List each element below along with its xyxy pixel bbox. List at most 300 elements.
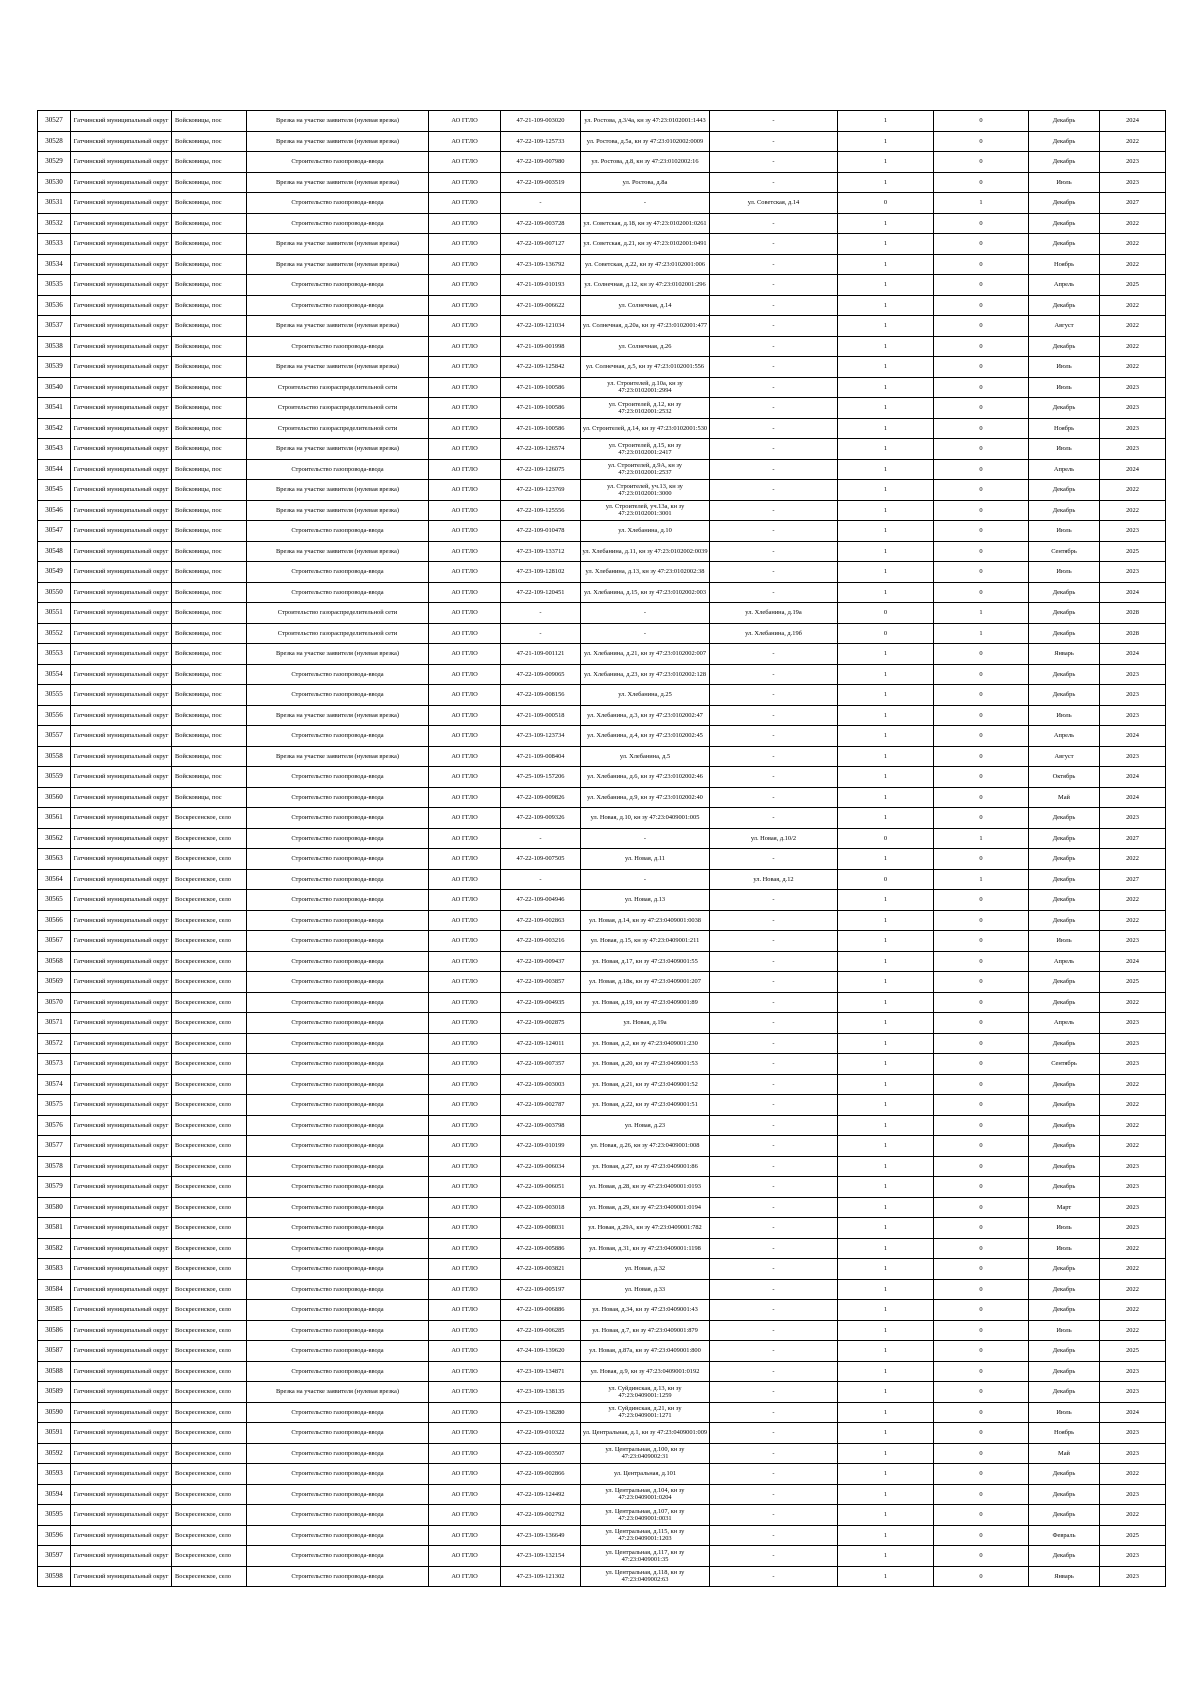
cell-application-number: 47-23-109-134871: [501, 1361, 581, 1382]
cell-organization: АО ГГЛО: [429, 808, 501, 829]
cell-settlement: Войсковицы, пос: [172, 726, 247, 747]
cell-application-number: 47-22-109-002875: [501, 1013, 581, 1034]
cell-planned-address: -: [710, 336, 838, 357]
cell-municipality: Гатчинский муниципальный округ: [71, 1156, 172, 1177]
cell-address: ул. Строителей, д.14, кн зу 47:23:0102001:530: [581, 418, 710, 439]
cell-settlement: Воскресенское, село: [172, 1484, 247, 1505]
cell-planned-address: -: [710, 459, 838, 480]
cell-count-b: 0: [934, 726, 1029, 747]
cell-work-type: Врезка на участке заявителя (нулевая врезка): [247, 254, 429, 275]
cell-planned-address: -: [710, 1566, 838, 1587]
cell-count-a: 1: [838, 1423, 934, 1444]
cell-count-b: 0: [934, 1341, 1029, 1362]
cell-month: Декабрь: [1029, 1259, 1100, 1280]
cell-month: Декабрь: [1029, 295, 1100, 316]
cell-count-b: 0: [934, 541, 1029, 562]
cell-settlement: Воскресенское, село: [172, 1033, 247, 1054]
cell-count-b: 0: [934, 1443, 1029, 1464]
cell-planned-address: -: [710, 767, 838, 788]
cell-address: ул. Новая, д.7, кн зу 47:23:0409001:879: [581, 1320, 710, 1341]
cell-address: ул. Солнечная, д.5, кн зу 47:23:0102001:556: [581, 357, 710, 378]
cell-application-number: 47-22-109-126574: [501, 439, 581, 460]
cell-address: ул. Хлебанина, д.25: [581, 685, 710, 706]
cell-application-number: 47-22-109-125556: [501, 500, 581, 521]
cell-month: Декабрь: [1029, 685, 1100, 706]
cell-month: Декабрь: [1029, 664, 1100, 685]
table-row: [38, 1136, 1166, 1157]
cell-count-a: 1: [838, 992, 934, 1013]
cell-municipality: Гатчинский муниципальный округ: [71, 644, 172, 665]
cell-month: Март: [1029, 1197, 1100, 1218]
cell-application-number: 47-23-109-133712: [501, 541, 581, 562]
cell-year: 2022: [1100, 254, 1166, 275]
cell-count-a: 1: [838, 1197, 934, 1218]
cell-row-number: 30532: [38, 213, 71, 234]
cell-settlement: Войсковицы, пос: [172, 459, 247, 480]
table-row: [38, 1238, 1166, 1259]
cell-planned-address: ул. Хлебанина, д.19б: [710, 623, 838, 644]
cell-organization: АО ГГЛО: [429, 1402, 501, 1423]
cell-count-b: 0: [934, 787, 1029, 808]
cell-count-b: 0: [934, 1484, 1029, 1505]
cell-address: ул. Хлебанина, д.10: [581, 521, 710, 542]
cell-year: 2022: [1100, 131, 1166, 152]
cell-count-b: 0: [934, 1505, 1029, 1526]
cell-settlement: Воскресенское, село: [172, 869, 247, 890]
cell-organization: АО ГГЛО: [429, 1095, 501, 1116]
cell-count-a: 1: [838, 480, 934, 501]
cell-organization: АО ГГЛО: [429, 1443, 501, 1464]
cell-municipality: Гатчинский муниципальный округ: [71, 664, 172, 685]
cell-planned-address: -: [710, 1546, 838, 1567]
table-row: [38, 1279, 1166, 1300]
cell-row-number: 30564: [38, 869, 71, 890]
cell-count-a: 1: [838, 521, 934, 542]
cell-count-a: 1: [838, 1238, 934, 1259]
cell-application-number: 47-22-109-003519: [501, 172, 581, 193]
cell-year: 2028: [1100, 623, 1166, 644]
cell-count-a: 1: [838, 316, 934, 337]
cell-planned-address: -: [710, 439, 838, 460]
cell-application-number: -: [501, 603, 581, 624]
table-row: [38, 439, 1166, 460]
cell-municipality: Гатчинский муниципальный округ: [71, 213, 172, 234]
cell-address: ул. Новая, д.33: [581, 1279, 710, 1300]
cell-count-a: 1: [838, 1156, 934, 1177]
cell-count-a: 1: [838, 1218, 934, 1239]
table-row: [38, 910, 1166, 931]
cell-municipality: Гатчинский муниципальный округ: [71, 1074, 172, 1095]
cell-work-type: Врезка на участке заявителя (нулевая врезка): [247, 439, 429, 460]
cell-municipality: Гатчинский муниципальный округ: [71, 1361, 172, 1382]
cell-address: ул. Строителей, д.15, кн зу 47:23:0102001:2417: [581, 439, 710, 460]
cell-application-number: 47-22-109-007127: [501, 234, 581, 255]
cell-address: ул. Новая, д.34, кн зу 47:23:0409001:43: [581, 1300, 710, 1321]
cell-work-type: Строительство газопровода-ввода: [247, 1095, 429, 1116]
cell-row-number: 30541: [38, 398, 71, 419]
cell-settlement: Войсковицы, пос: [172, 357, 247, 378]
cell-organization: АО ГГЛО: [429, 992, 501, 1013]
cell-month: Декабрь: [1029, 500, 1100, 521]
cell-settlement: Войсковицы, пос: [172, 336, 247, 357]
cell-count-a: 1: [838, 582, 934, 603]
cell-count-b: 0: [934, 418, 1029, 439]
cell-month: Ноябрь: [1029, 1423, 1100, 1444]
cell-planned-address: -: [710, 1484, 838, 1505]
cell-year: 2022: [1100, 1074, 1166, 1095]
cell-address: ул. Новая, д.9, кн зу 47:23:0409001:0192: [581, 1361, 710, 1382]
cell-row-number: 30584: [38, 1279, 71, 1300]
table-row: [38, 521, 1166, 542]
cell-address: ул. Советская, д.18, кн зу 47:23:0102001:0261: [581, 213, 710, 234]
cell-application-number: -: [501, 623, 581, 644]
cell-settlement: Войсковицы, пос: [172, 664, 247, 685]
cell-address: ул. Новая, д.32: [581, 1259, 710, 1280]
cell-count-a: 1: [838, 152, 934, 173]
cell-municipality: Гатчинский муниципальный округ: [71, 746, 172, 767]
cell-municipality: Гатчинский муниципальный округ: [71, 1115, 172, 1136]
cell-work-type: Строительство газораспределительной сети: [247, 398, 429, 419]
cell-settlement: Войсковицы, пос: [172, 582, 247, 603]
cell-organization: АО ГГЛО: [429, 500, 501, 521]
table-row: [38, 1546, 1166, 1567]
cell-organization: АО ГГЛО: [429, 541, 501, 562]
cell-row-number: 30568: [38, 951, 71, 972]
cell-address: ул. Хлебанина, д.4, кн зу 47:23:0102002:45: [581, 726, 710, 747]
cell-organization: АО ГГЛО: [429, 1423, 501, 1444]
cell-settlement: Войсковицы, пос: [172, 521, 247, 542]
cell-settlement: Воскресенское, село: [172, 1013, 247, 1034]
cell-organization: АО ГГЛО: [429, 1074, 501, 1095]
cell-settlement: Войсковицы, пос: [172, 541, 247, 562]
cell-address: ул. Ростова, д.3/4а, кн зу 47:23:0102001:1443: [581, 111, 710, 132]
cell-application-number: 47-22-109-002792: [501, 1505, 581, 1526]
cell-planned-address: -: [710, 234, 838, 255]
cell-count-a: 1: [838, 1054, 934, 1075]
cell-organization: АО ГГЛО: [429, 603, 501, 624]
cell-municipality: Гатчинский муниципальный округ: [71, 1464, 172, 1485]
cell-month: Декабрь: [1029, 131, 1100, 152]
cell-count-a: 1: [838, 1566, 934, 1587]
cell-settlement: Войсковицы, пос: [172, 603, 247, 624]
cell-settlement: Войсковицы, пос: [172, 787, 247, 808]
cell-application-number: 47-22-109-003728: [501, 213, 581, 234]
cell-application-number: 47-22-109-003216: [501, 931, 581, 952]
cell-year: 2027: [1100, 193, 1166, 214]
cell-organization: АО ГГЛО: [429, 746, 501, 767]
cell-year: 2023: [1100, 1484, 1166, 1505]
cell-municipality: Гатчинский муниципальный округ: [71, 459, 172, 480]
cell-row-number: 30534: [38, 254, 71, 275]
cell-address: ул. Новая, д.21, кн зу 47:23:0409001:52: [581, 1074, 710, 1095]
cell-planned-address: -: [710, 295, 838, 316]
cell-count-a: 1: [838, 1320, 934, 1341]
cell-count-a: 1: [838, 172, 934, 193]
cell-row-number: 30543: [38, 439, 71, 460]
cell-address: ул. Центральная, д.115, кн зу 47:23:0409001:1203: [581, 1525, 710, 1546]
cell-municipality: Гатчинский муниципальный округ: [71, 562, 172, 583]
cell-planned-address: -: [710, 890, 838, 911]
cell-month: Июль: [1029, 1238, 1100, 1259]
cell-row-number: 30527: [38, 111, 71, 132]
cell-count-a: 1: [838, 1382, 934, 1403]
cell-municipality: Гатчинский муниципальный округ: [71, 1423, 172, 1444]
cell-row-number: 30566: [38, 910, 71, 931]
cell-application-number: 47-23-109-128102: [501, 562, 581, 583]
cell-row-number: 30588: [38, 1361, 71, 1382]
cell-count-b: 0: [934, 377, 1029, 398]
cell-address: ул. Строителей, д.12, кн зу 47:23:0102001:2532: [581, 398, 710, 419]
cell-settlement: Воскресенское, село: [172, 910, 247, 931]
cell-organization: АО ГГЛО: [429, 931, 501, 952]
cell-year: 2023: [1100, 1177, 1166, 1198]
cell-work-type: Строительство газопровода-ввода: [247, 951, 429, 972]
cell-application-number: 47-22-109-007357: [501, 1054, 581, 1075]
cell-municipality: Гатчинский муниципальный округ: [71, 131, 172, 152]
cell-application-number: 47-24-109-139620: [501, 1341, 581, 1362]
cell-year: 2024: [1100, 1402, 1166, 1423]
cell-application-number: 47-22-109-009826: [501, 787, 581, 808]
cell-year: 2022: [1100, 1300, 1166, 1321]
cell-organization: АО ГГЛО: [429, 1546, 501, 1567]
cell-work-type: Строительство газопровода-ввода: [247, 336, 429, 357]
cell-address: ул. Новая, д.10, кн зу 47:23:0409001:005: [581, 808, 710, 829]
cell-row-number: 30575: [38, 1095, 71, 1116]
cell-municipality: Гатчинский муниципальный округ: [71, 1136, 172, 1157]
cell-address: ул. Новая, д.31, кн зу 47:23:0409001:1198: [581, 1238, 710, 1259]
cell-address: ул. Солнечная, д.14: [581, 295, 710, 316]
cell-month: Декабрь: [1029, 910, 1100, 931]
cell-settlement: Воскресенское, село: [172, 1443, 247, 1464]
cell-municipality: Гатчинский муниципальный округ: [71, 890, 172, 911]
cell-month: Июль: [1029, 172, 1100, 193]
table-row: [38, 931, 1166, 952]
cell-work-type: Строительство газопровода-ввода: [247, 1320, 429, 1341]
cell-municipality: Гатчинский муниципальный округ: [71, 1566, 172, 1587]
cell-count-b: 0: [934, 521, 1029, 542]
cell-count-a: 1: [838, 1013, 934, 1034]
cell-settlement: Войсковицы, пос: [172, 398, 247, 419]
cell-year: 2023: [1100, 377, 1166, 398]
cell-settlement: Войсковицы, пос: [172, 767, 247, 788]
cell-planned-address: -: [710, 254, 838, 275]
cell-count-b: 0: [934, 910, 1029, 931]
cell-row-number: 30571: [38, 1013, 71, 1034]
cell-count-b: 0: [934, 1074, 1029, 1095]
cell-work-type: Строительство газораспределительной сети: [247, 418, 429, 439]
cell-municipality: Гатчинский муниципальный округ: [71, 480, 172, 501]
table-row: [38, 336, 1166, 357]
cell-row-number: 30581: [38, 1218, 71, 1239]
cell-municipality: Гатчинский муниципальный округ: [71, 992, 172, 1013]
cell-row-number: 30549: [38, 562, 71, 583]
cell-settlement: Воскресенское, село: [172, 1300, 247, 1321]
cell-work-type: Строительство газопровода-ввода: [247, 1279, 429, 1300]
cell-planned-address: ул. Хлебанина, д.19а: [710, 603, 838, 624]
cell-work-type: Врезка на участке заявителя (нулевая врезка): [247, 541, 429, 562]
cell-municipality: Гатчинский муниципальный округ: [71, 1382, 172, 1403]
cell-count-b: 0: [934, 1361, 1029, 1382]
cell-year: 2023: [1100, 521, 1166, 542]
cell-year: 2025: [1100, 541, 1166, 562]
cell-municipality: Гатчинский муниципальный округ: [71, 705, 172, 726]
cell-year: 2023: [1100, 1033, 1166, 1054]
cell-address: ул. Центральная, д.104, кн зу 47:23:0409001:0204: [581, 1484, 710, 1505]
cell-count-b: 0: [934, 213, 1029, 234]
cell-month: Январь: [1029, 1566, 1100, 1587]
cell-year: 2027: [1100, 828, 1166, 849]
cell-year: 2022: [1100, 1320, 1166, 1341]
table-row: [38, 1566, 1166, 1587]
cell-count-a: 1: [838, 1546, 934, 1567]
table-row: [38, 1320, 1166, 1341]
cell-municipality: Гатчинский муниципальный округ: [71, 1525, 172, 1546]
cell-count-a: 1: [838, 1443, 934, 1464]
cell-application-number: 47-22-109-006285: [501, 1320, 581, 1341]
cell-organization: АО ГГЛО: [429, 1505, 501, 1526]
cell-municipality: Гатчинский муниципальный округ: [71, 1013, 172, 1034]
table-row: [38, 500, 1166, 521]
cell-application-number: -: [501, 193, 581, 214]
table-row: [38, 644, 1166, 665]
cell-address: ул. Новая, д.87а, кн зу 47:23:0409001:800: [581, 1341, 710, 1362]
cell-year: 2022: [1100, 992, 1166, 1013]
table-row: [38, 1054, 1166, 1075]
cell-work-type: Строительство газопровода-ввода: [247, 828, 429, 849]
cell-organization: АО ГГЛО: [429, 1238, 501, 1259]
cell-settlement: Войсковицы, пос: [172, 131, 247, 152]
cell-settlement: Войсковицы, пос: [172, 623, 247, 644]
cell-work-type: Строительство газопровода-ввода: [247, 1074, 429, 1095]
cell-year: 2022: [1100, 910, 1166, 931]
cell-month: Декабрь: [1029, 1074, 1100, 1095]
cell-organization: АО ГГЛО: [429, 1033, 501, 1054]
cell-planned-address: -: [710, 541, 838, 562]
cell-count-a: 1: [838, 131, 934, 152]
table-row: [38, 1382, 1166, 1403]
cell-month: Декабрь: [1029, 336, 1100, 357]
cell-application-number: 47-22-109-126075: [501, 459, 581, 480]
cell-row-number: 30593: [38, 1464, 71, 1485]
cell-organization: АО ГГЛО: [429, 890, 501, 911]
cell-count-b: 0: [934, 1115, 1029, 1136]
cell-organization: АО ГГЛО: [429, 295, 501, 316]
cell-count-a: 0: [838, 828, 934, 849]
cell-settlement: Воскресенское, село: [172, 1095, 247, 1116]
cell-row-number: 30598: [38, 1566, 71, 1587]
cell-month: Декабрь: [1029, 1361, 1100, 1382]
cell-row-number: 30529: [38, 152, 71, 173]
cell-row-number: 30553: [38, 644, 71, 665]
cell-organization: АО ГГЛО: [429, 1361, 501, 1382]
cell-address: -: [581, 869, 710, 890]
cell-count-b: 0: [934, 1033, 1029, 1054]
cell-planned-address: -: [710, 1505, 838, 1526]
cell-count-b: 0: [934, 1218, 1029, 1239]
cell-municipality: Гатчинский муниципальный округ: [71, 1197, 172, 1218]
cell-organization: АО ГГЛО: [429, 1156, 501, 1177]
cell-organization: АО ГГЛО: [429, 1218, 501, 1239]
cell-count-a: 1: [838, 418, 934, 439]
cell-year: 2022: [1100, 316, 1166, 337]
cell-application-number: 47-22-109-003821: [501, 1259, 581, 1280]
cell-address: -: [581, 623, 710, 644]
cell-month: Декабрь: [1029, 623, 1100, 644]
cell-planned-address: -: [710, 1443, 838, 1464]
cell-year: 2023: [1100, 1423, 1166, 1444]
cell-row-number: 30573: [38, 1054, 71, 1075]
cell-count-b: 0: [934, 1546, 1029, 1567]
cell-count-a: 1: [838, 254, 934, 275]
cell-planned-address: -: [710, 1341, 838, 1362]
cell-work-type: Строительство газопровода-ввода: [247, 726, 429, 747]
cell-work-type: Строительство газопровода-ввода: [247, 1054, 429, 1075]
table-row: [38, 1197, 1166, 1218]
cell-count-a: 1: [838, 1115, 934, 1136]
cell-year: 2023: [1100, 1218, 1166, 1239]
cell-address: ул. Новая, д.15, кн зу 47:23:0409001:211: [581, 931, 710, 952]
cell-application-number: 47-22-109-002787: [501, 1095, 581, 1116]
cell-address: ул. Центральная, д.1, кн зу 47:23:0409001:009: [581, 1423, 710, 1444]
cell-address: ул. Новая, д.13: [581, 890, 710, 911]
cell-work-type: Строительство газопровода-ввода: [247, 1238, 429, 1259]
cell-month: Июль: [1029, 521, 1100, 542]
cell-row-number: 30567: [38, 931, 71, 952]
cell-settlement: Воскресенское, село: [172, 1464, 247, 1485]
cell-year: 2024: [1100, 111, 1166, 132]
table-row: [38, 1013, 1166, 1034]
cell-municipality: Гатчинский муниципальный округ: [71, 295, 172, 316]
cell-count-a: 1: [838, 1300, 934, 1321]
table-row: [38, 664, 1166, 685]
cell-count-a: 0: [838, 603, 934, 624]
cell-year: 2025: [1100, 1525, 1166, 1546]
cell-count-b: 1: [934, 623, 1029, 644]
cell-count-b: 0: [934, 562, 1029, 583]
cell-application-number: 47-22-109-124492: [501, 1484, 581, 1505]
cell-year: 2024: [1100, 767, 1166, 788]
cell-application-number: 47-22-109-007505: [501, 849, 581, 870]
cell-settlement: Войсковицы, пос: [172, 500, 247, 521]
cell-planned-address: -: [710, 1279, 838, 1300]
cell-municipality: Гатчинский муниципальный округ: [71, 521, 172, 542]
cell-row-number: 30528: [38, 131, 71, 152]
cell-municipality: Гатчинский муниципальный округ: [71, 931, 172, 952]
cell-month: Январь: [1029, 644, 1100, 665]
cell-municipality: Гатчинский муниципальный округ: [71, 828, 172, 849]
table-row: [38, 1361, 1166, 1382]
table-row: [38, 890, 1166, 911]
cell-organization: АО ГГЛО: [429, 972, 501, 993]
cell-settlement: Воскресенское, село: [172, 849, 247, 870]
cell-count-a: 1: [838, 234, 934, 255]
cell-planned-address: -: [710, 1074, 838, 1095]
cell-row-number: 30577: [38, 1136, 71, 1157]
cell-year: 2024: [1100, 644, 1166, 665]
cell-year: 2023: [1100, 685, 1166, 706]
cell-year: 2022: [1100, 1279, 1166, 1300]
cell-count-a: 1: [838, 644, 934, 665]
cell-row-number: 30558: [38, 746, 71, 767]
cell-year: 2022: [1100, 500, 1166, 521]
cell-municipality: Гатчинский муниципальный округ: [71, 623, 172, 644]
cell-count-b: 0: [934, 172, 1029, 193]
cell-row-number: 30548: [38, 541, 71, 562]
cell-municipality: Гатчинский муниципальный округ: [71, 910, 172, 931]
cell-count-b: 0: [934, 254, 1029, 275]
cell-municipality: Гатчинский муниципальный округ: [71, 849, 172, 870]
cell-month: Декабрь: [1029, 152, 1100, 173]
